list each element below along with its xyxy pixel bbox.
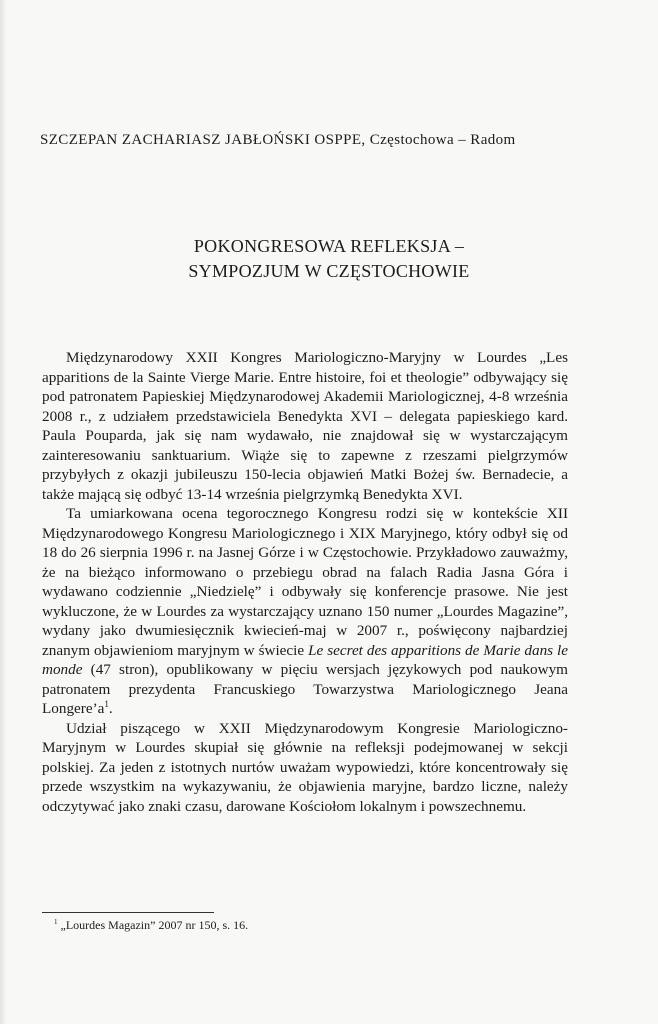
paragraph-1: Międzynarodowy XXII Kongres Mariologiczno-Maryjny w Lourdes „Les apparitions de la Sainte Vierge Marie. Entre histoire, foi et theologie” odbywający się pod patronatem Papieskiej Międzynarodowej Akademii Mariologicznej, 4-8 września 2008 r., z udziałem przedstawiciela Benedykta XVI – delegata papieskiego kard. Paula Pouparda, jak się nam wydawało, nie znajdował się w wystarczającym zainteresowaniu sanktuarium. Wiąże się to zapewne z rzeszami pielgrzymów przybyłych z okazji jubileuszu 150-lecia objawień Matki Bożej św. Bernadecie, a także mającą się odbyć 13-14 września pielgrzymką Benedykta XVI.	[42, 349, 568, 503]
footnote	[54, 918, 554, 933]
page-edge-shadow	[0, 0, 6, 1024]
author-line: SZCZEPAN ZACHARIASZ JABŁOŃSKI OSPPE, Częstochowa – Radom	[40, 132, 516, 148]
footnote-divider	[42, 912, 214, 913]
book-title-italic: Le secret des apparitions de Marie dans le monde	[42, 641, 568, 678]
footnote-number: 1	[54, 918, 58, 926]
title-line-1: POKONGRESOWA REFLEKSJA –	[193, 236, 465, 256]
article-body	[42, 348, 568, 816]
paragraph-2	[42, 504, 568, 719]
paragraph-2-text-a: Ta umiarkowana ocena tegorocznego Kongresu rodzi się w kontekście XII Międzynarodowego Kongresu Mariologicznego i XIX Maryjnego, który odbył się od 18 do 26 sierpnia 1996 r. na Jasnej Górze i w Częstochowie. Przykładowo zauważmy, że na bieżąco informowano o przebiegu obrad na falach Radia Jasna Góra i wydawano codziennie „Niedzielę” i odbywały się konferencje prasowe. Nie jest wykluczone, że w Lourdes za wystarczający uznano 150 numer „Lourdes Magazine”, wydany jako dwumiesięcznik kwiecień-maj w 2007 r., poświęcony najbardziej znanym objawieniom maryjnym w świecie	[42, 505, 568, 659]
paragraph-3: Udział piszącego w XXII Międzynarodowym Kongresie Mariologiczno-Maryjnym w Lourdes skupiał się głównie na refleksji podejmowanej w sekcji polskiej. Za jeden z istotnych nurtów uważam wypowiedzi, które koncentrowały się przede wszystkim na wykazywaniu, że objawienia maryjne, bardzo liczne, należy odczytywać jako znaki czasu, darowane Kościołom lokalnym i powszechnemu.	[42, 719, 568, 815]
article-title	[0, 234, 658, 284]
footnote-text: „Lourdes Magazin” 2007 nr 150, s. 16.	[57, 918, 249, 932]
paragraph-2-end: .	[108, 700, 113, 717]
footnote-reference: 1	[104, 698, 109, 709]
paragraph-2-text-b: (47 stron), opublikowany w pięciu wersjach językowych pod naukowym patronatem prezydenta Francuskiego Towarzystwa Mariologicznego Jeana Longere’a	[42, 661, 568, 717]
title-line-2: SYMPOZJUM W CZĘSTOCHOWIE	[188, 261, 470, 281]
